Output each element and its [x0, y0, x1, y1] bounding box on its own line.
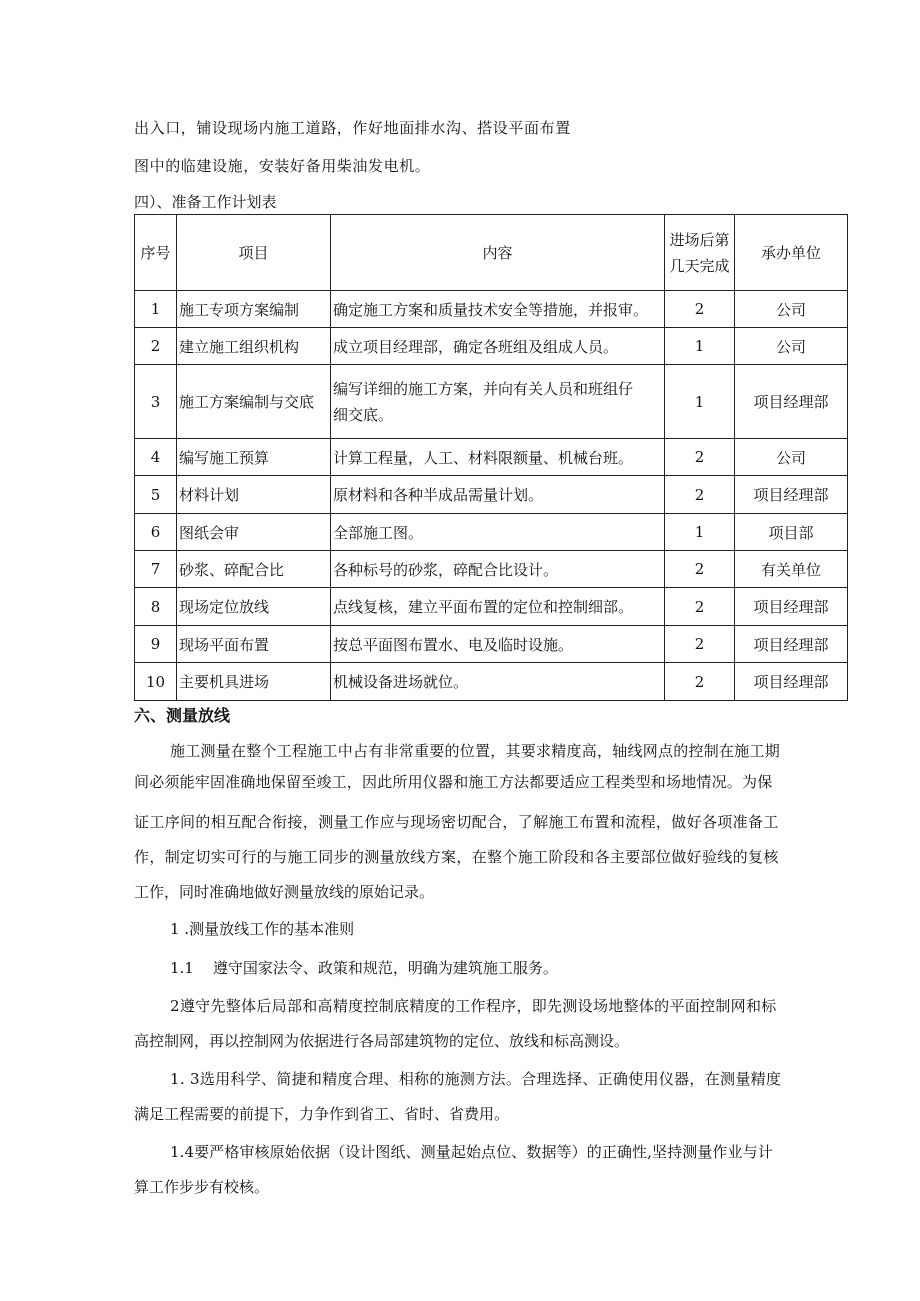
row-index: 4 [135, 439, 177, 476]
row-content: 计算工程量，人工、材料限额量、机械台班。 [331, 439, 665, 476]
para1-line-5: 工作，同时准确地做好测量放线的原始记录。 [134, 883, 435, 901]
row-days: 2 [665, 588, 735, 626]
row-days: 1 [665, 365, 735, 439]
para1-line-3: 证工序间的相互配合衔接，测量工作应与现场密切配合，了解施工布置和流程，做好各项准备工 [134, 813, 779, 831]
table-header-row [135, 215, 848, 291]
row-unit: 公司 [735, 439, 848, 476]
header-days-line-1: 进场后第 [669, 230, 730, 249]
row-item: 现场定位放线 [177, 588, 331, 626]
table-row [135, 476, 848, 514]
row-index: 2 [135, 328, 177, 365]
row-content: 原材料和各种半成品需量计划。 [331, 476, 665, 514]
row-index: 3 [135, 365, 177, 439]
intro-line-1: 出入口，铺设现场内施工道路，作好地面排水沟、搭设平面布置 [134, 119, 571, 137]
row-days: 2 [665, 551, 735, 588]
row-content: 点线复核，建立平面布置的定位和控制细部。 [331, 588, 665, 626]
row-unit: 有关单位 [735, 551, 848, 588]
row-index: 10 [135, 663, 177, 701]
table-row [135, 626, 848, 663]
table-row [135, 663, 848, 701]
row-unit: 项目经理部 [735, 588, 848, 626]
row-item: 编写施工预算 [177, 439, 331, 476]
row-unit: 项目经理部 [735, 365, 848, 439]
preparation-plan-table [134, 214, 848, 701]
intro-line-2: 图中的临建设施，安装好备用柴油发电机。 [134, 157, 431, 175]
para1-line-1: 施工测量在整个工程施工中占有非常重要的位置，其要求精度高，轴线网点的控制在施工期 [170, 742, 781, 760]
row-days: 2 [665, 476, 735, 514]
para1-line-2: 间必须能牢固准确地保留至竣工，因此所用仪器和施工方法都要适应工程类型和场地情况。为保 [134, 773, 773, 791]
row-days: 1 [665, 514, 735, 551]
header-item: 项目 [177, 215, 331, 291]
para-1-4-line-1: 1.4要严格审核原始依据（设计图纸、测量起始点位、数据等）的正确性,坚持测量作业与计 [170, 1143, 773, 1161]
header-days [665, 215, 735, 291]
header-unit: 承办单位 [735, 215, 848, 291]
table-row [135, 514, 848, 551]
row-days: 2 [665, 663, 735, 701]
table-row [135, 588, 848, 626]
row-index: 9 [135, 626, 177, 663]
row-item: 主要机具进场 [177, 663, 331, 701]
para-1-1: 1.1 遵守国家法令、政策和规范，明确为建筑施工服务。 [170, 959, 558, 977]
header-content: 内容 [331, 215, 665, 291]
table-row [135, 439, 848, 476]
row-unit: 项目部 [735, 514, 848, 551]
row-index: 7 [135, 551, 177, 588]
para-1-3-line-1: 1. 3选用科学、简捷和精度合理、相称的施测方法。合理选择、正确使用仪器，在测量精度 [170, 1070, 782, 1088]
table-row [135, 291, 848, 328]
row-content: 确定施工方案和质量技术安全等措施，并报审。 [331, 291, 665, 328]
row-content: 成立项目经理部，确定各班组及组成人员。 [331, 328, 665, 365]
row-days: 2 [665, 291, 735, 328]
row-days: 2 [665, 439, 735, 476]
row-days: 1 [665, 328, 735, 365]
table-row [135, 551, 848, 588]
header-days-line-2: 几天完成 [669, 256, 730, 275]
row-item: 图纸会审 [177, 514, 331, 551]
row-item: 材料计划 [177, 476, 331, 514]
row-content: 全部施工图。 [331, 514, 665, 551]
row-content [331, 365, 665, 439]
para-1-2-line-2: 高控制网，再以控制网为依据进行各局部建筑物的定位、放线和标高测设。 [134, 1032, 630, 1050]
table-row [135, 328, 848, 365]
row-content: 按总平面图布置水、电及临时设施。 [331, 626, 665, 663]
table-row [135, 365, 848, 439]
row-unit: 项目经理部 [735, 476, 848, 514]
row-index: 8 [135, 588, 177, 626]
plan-table-title: 四）、准备工作计划表 [134, 193, 277, 211]
row-unit: 项目经理部 [735, 626, 848, 663]
para-1-4-line-2: 算工作步步有校核。 [134, 1178, 270, 1196]
row-index: 1 [135, 291, 177, 328]
row-content-line-1: 编写详细的施工方案，并向有关人员和班组仔 [333, 379, 634, 398]
section-heading-survey: 六、测量放线 [134, 706, 231, 725]
para1-line-4: 作，制定切实可行的与施工同步的测量放线方案，在整个施工阶段和各主要部位做好验线的复核 [134, 848, 779, 866]
row-index: 5 [135, 476, 177, 514]
row-unit: 项目经理部 [735, 663, 848, 701]
row-unit: 公司 [735, 291, 848, 328]
row-content: 机械设备进场就位。 [331, 663, 665, 701]
row-item: 施工方案编制与交底 [177, 365, 331, 439]
row-days: 2 [665, 626, 735, 663]
row-item: 砂浆、碎配合比 [177, 551, 331, 588]
row-unit: 公司 [735, 328, 848, 365]
row-index: 6 [135, 514, 177, 551]
row-item: 现场平面布置 [177, 626, 331, 663]
para-1-3-line-2: 满足工程需要的前提下，力争作到省工、省时、省费用。 [134, 1105, 510, 1123]
row-item: 施工专项方案编制 [177, 291, 331, 328]
row-content: 各种标号的砂浆，碎配合比设计。 [331, 551, 665, 588]
subheading-basic-principles: 1 .测量放线工作的基本准则 [170, 920, 355, 938]
header-index: 序号 [135, 215, 177, 291]
row-content-line-2: 细交底。 [333, 405, 394, 424]
para-1-2-line-1: 2遵守先整体后局部和高精度控制底精度的工作程序，即先测设场地整体的平面控制网和标 [170, 997, 777, 1015]
row-item: 建立施工组织机构 [177, 328, 331, 365]
